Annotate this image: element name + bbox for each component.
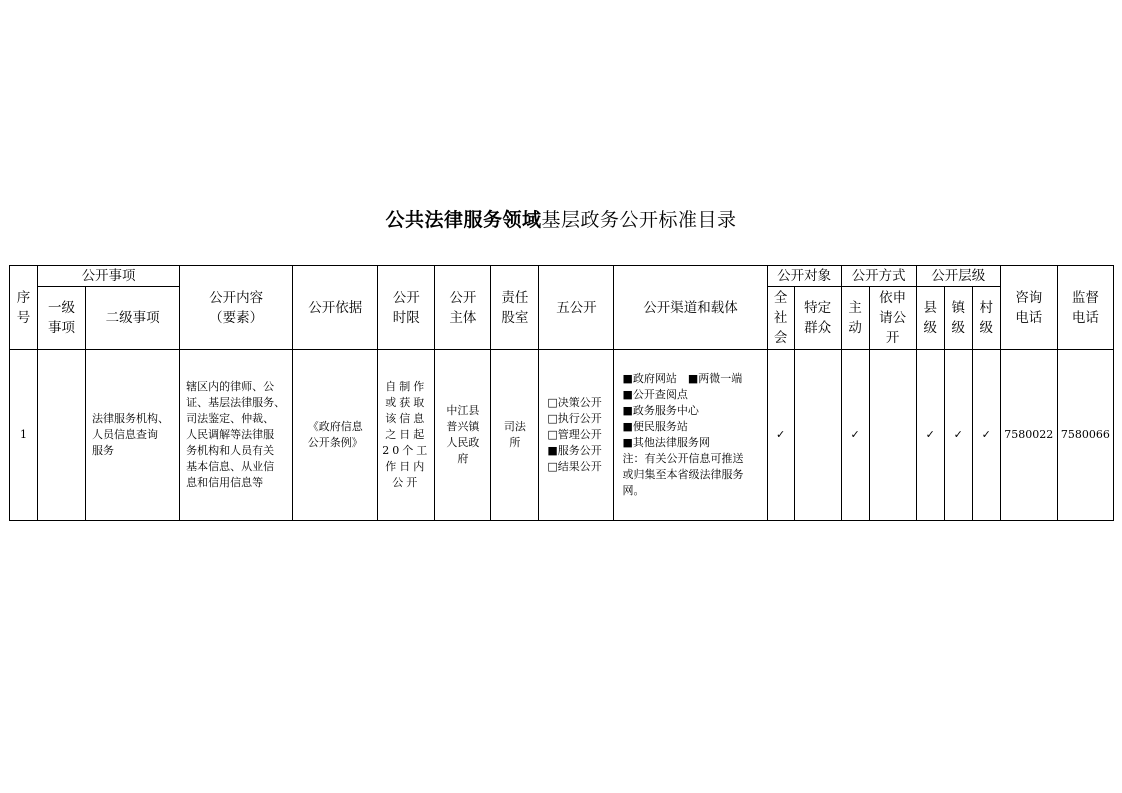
header-five-open: 五公开 bbox=[539, 266, 614, 350]
header-level-town: 镇 级 bbox=[944, 287, 972, 350]
row-basis: 《政府信息 公开条例》 bbox=[293, 350, 378, 521]
five-open-service: ■服务公开 bbox=[547, 444, 602, 457]
header-time-limit: 公开 时限 bbox=[378, 266, 435, 350]
row-level-village-check: ✓ bbox=[972, 350, 1000, 521]
header-level-county: 县 级 bbox=[916, 287, 944, 350]
five-open-result: □结果公开 bbox=[547, 460, 602, 473]
row-target-specific bbox=[794, 350, 841, 521]
five-open-execution: □执行公开 bbox=[547, 412, 602, 425]
row-level-county-check: ✓ bbox=[916, 350, 944, 521]
row-office: 司法 所 bbox=[491, 350, 539, 521]
header-level-village: 村 级 bbox=[972, 287, 1000, 350]
row-level-town-check: ✓ bbox=[944, 350, 972, 521]
header-office: 责任 股室 bbox=[491, 266, 539, 350]
page-title bbox=[0, 205, 1122, 232]
catalog-table bbox=[9, 265, 1114, 521]
header-seq: 序 号 bbox=[10, 266, 38, 350]
row-time-limit: 自制作 或获取 该信息 之日起 20个工 作日内 公开 bbox=[378, 350, 435, 521]
row-five-open bbox=[539, 350, 614, 521]
header-level2: 二级事项 bbox=[86, 287, 180, 350]
row-supervise-phone: 7580066 bbox=[1057, 350, 1113, 521]
row-level1 bbox=[38, 350, 86, 521]
header-subject: 公开 主体 bbox=[435, 266, 491, 350]
row-subject: 中江县 普兴镇 人民政 府 bbox=[435, 350, 491, 521]
header-target-group: 公开对象 bbox=[767, 266, 841, 287]
header-content: 公开内容 （要素） bbox=[180, 266, 293, 350]
header-target-all: 全 社 会 bbox=[767, 287, 794, 350]
row-seq: 1 bbox=[10, 350, 38, 521]
header-mode-apply: 依申 请公 开 bbox=[869, 287, 916, 350]
header-level-group: 公开层级 bbox=[916, 266, 1000, 287]
row-consult-phone: 7580022 bbox=[1000, 350, 1057, 521]
header-channel: 公开渠道和载体 bbox=[614, 266, 767, 350]
row-content: 辖区内的律师、公 证、基层法律服务、 司法鉴定、仲裁、 人民调解等法律服 务机构和人员有关 基本信息、从业信 息和信用信息等 bbox=[180, 350, 293, 521]
header-supervise-phone: 监督 电话 bbox=[1057, 266, 1113, 350]
table-row bbox=[10, 350, 1114, 521]
five-open-decision: □决策公开 bbox=[547, 396, 602, 409]
five-open-management: □管理公开 bbox=[547, 428, 602, 441]
header-mode-active: 主 动 bbox=[841, 287, 869, 350]
row-channel: ■政府网站 ■两微一端 ■公开查阅点 ■政务服务中心 ■便民服务站 ■其他法律服务网 注：有关公开信息可推送 或归集至本省级法律服务 网。 bbox=[614, 350, 767, 521]
row-mode-active-check: ✓ bbox=[841, 350, 869, 521]
row-mode-apply bbox=[869, 350, 916, 521]
header-consult-phone: 咨询 电话 bbox=[1000, 266, 1057, 350]
header-items-group: 公开事项 bbox=[38, 266, 180, 287]
row-target-all-check: ✓ bbox=[767, 350, 794, 521]
header-basis: 公开依据 bbox=[293, 266, 378, 350]
header-mode-group: 公开方式 bbox=[841, 266, 916, 287]
row-level2: 法律服务机构、 人员信息查询 服务 bbox=[86, 350, 180, 521]
header-target-specific: 特定 群众 bbox=[794, 287, 841, 350]
title-bold-part: 公共法律服务领域 bbox=[385, 209, 542, 231]
header-level1: 一级 事项 bbox=[38, 287, 86, 350]
title-normal-part: 基层政务公开标准目录 bbox=[541, 209, 737, 231]
